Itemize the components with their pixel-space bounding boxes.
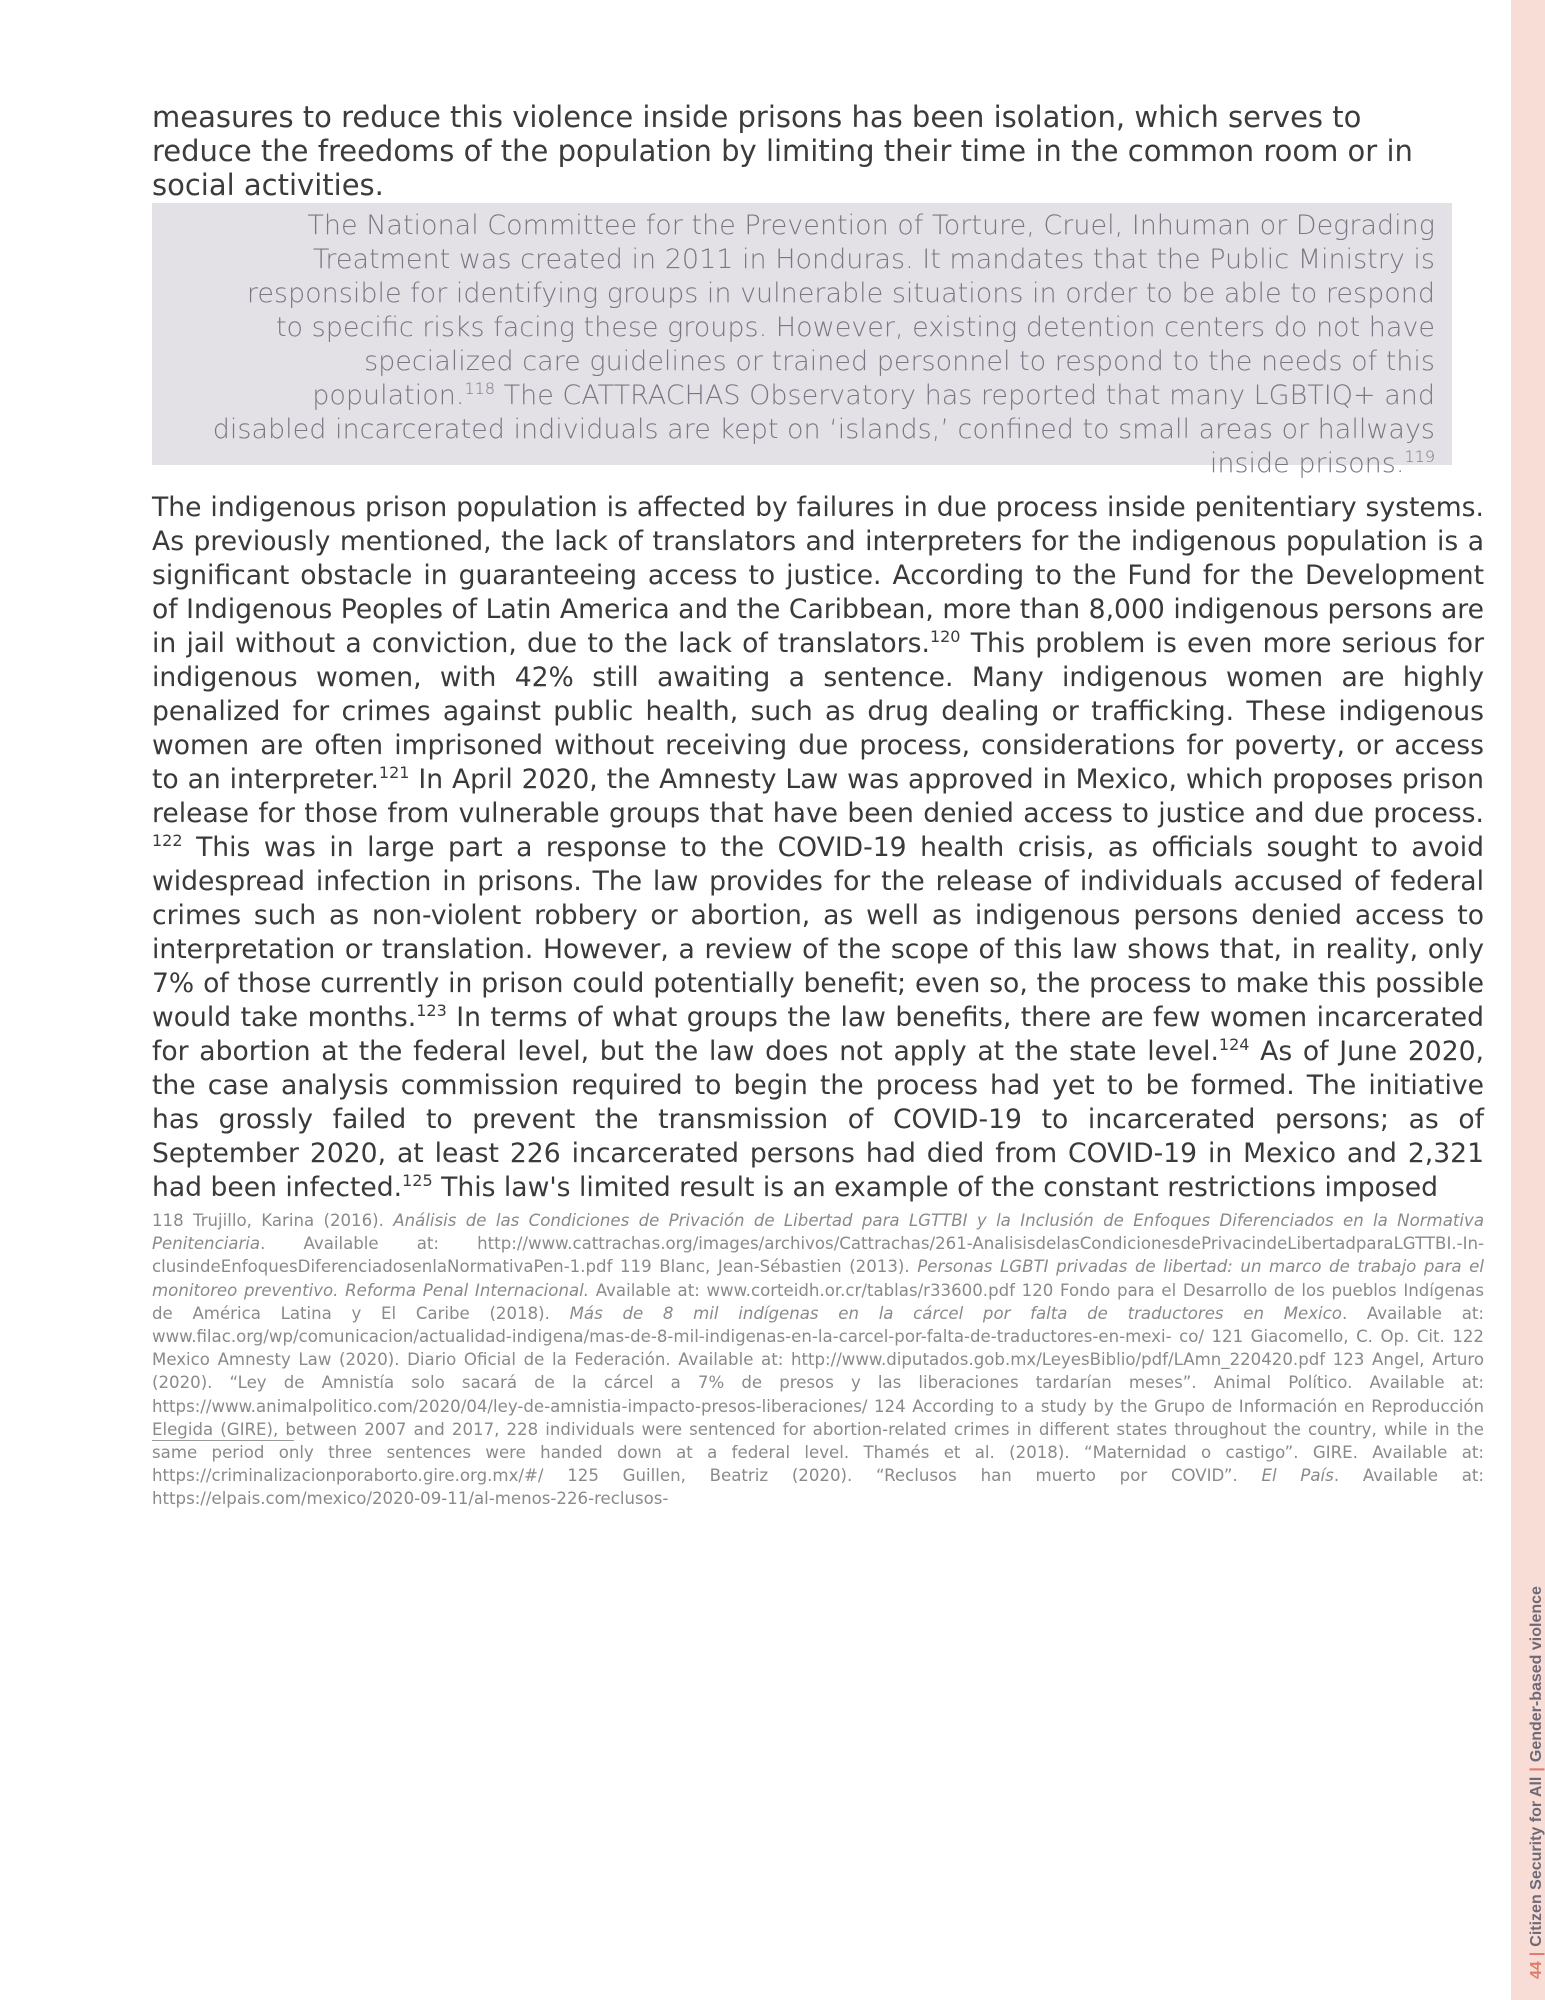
footnote-title: Más de 8 mil indígenas en la cárcel por falta de traductores en Mexico [569,1303,1342,1323]
body-sentence: The indigenous prison population is affected by failures in due process inside penitentiary systems. As previously mentioned, the lack of translators and interpreters for the indigenous population is a significant obstacle in guaranteeing access to justice. According to the Fund for the Development of Indigenous Peoples of Latin America and the Caribbean, more than 8,000 indigenous persons are in jail without a conviction, due to the lack of translators. [152,492,1484,659]
footnotes [152,1209,1484,1511]
callout-text-part1: The National Committee for the Prevention of Torture, Cruel, Inhuman or Degrading Treatment was created in 2011 in Honduras. It mandates that the Public Ministry is responsible for identifying groups in vulnerable situations in order to be able to respond to specific risks facing these groups. However, existing detention centers do not have specialized care guidelines or trained personnel to respond to the needs of this population. [246,210,1435,411]
intro-paragraph: measures to reduce this violence inside prisons has been isolation, which serves to reduce the freedoms of the population by limiting their time in the common room or in social activities. [152,100,1413,202]
footer-separator: | [1528,1767,1545,1772]
footnote-text: . Available at: http://www.cattrachas.org/images/archivos/Cattrachas/261-AnalisisdelasCondicionesdePrivacindeLibertadparaLGTTBI.-In-clusindeEnfoquesDiferenciadosenlaNormativaPen-1.pdf 119 Blanc, Jean-Sébastien (2013). [152,1234,1484,1277]
footnote-text: 118 Trujillo, Karina (2016). [152,1211,394,1230]
body-sentence: This law's limited result is an example of the constant restrictions imposed [432,1172,1439,1203]
footer-separator: | [1528,1951,1545,1957]
footnote-ref-120[interactable]: 120 [929,627,961,647]
body-sentence: This problem is even more serious for indigenous women, with 42% still awaiting a sentence. Many indigenous women are highly penalized for crimes against public health, such as drug dealing or trafficking. These indigenous women are often imprisoned without receiving due process, considerations for poverty, or access to an interpreter. [152,628,1484,795]
footnote-text: . Available at: https://elpais.com/mexico/2020-09-11/al-menos-226-reclusos- [152,1466,1484,1509]
body-sentence: This was in large part a response to the COVID-19 health crisis, as officials sought to avoid widespread infection in prisons. The law provides for the release of individuals accused of federal crimes such as non-violent robbery or abortion, as well as indigenous persons denied access to interpretation or translation. However, a review of the scope of this law shows that, in reality, only 7% of those currently in prison could potentially benefit; even so, the process to make this possible would take months. [152,832,1484,1033]
body-sentence: As of June 2020, the case analysis commission required to begin the process had yet to be formed. The initiative has grossly failed to prevent the transmission of COVID-19 to incarcerated persons; as of September 2020, at least 226 incarcerated persons had died from COVID-19 in Mexico and 2,321 had been infected. [152,1036,1485,1203]
footnote-text: . Available at: www.filac.org/wp/comunicacion/actualidad-indigena/mas-de-8-mil-indigenas-en-la-carcel-por-falta-de-traductores-en-mexi- co/ 121 Giacomello, C. Op. Cit. 122 Mexico Amnesty Law (2020). Diario Oficial de la Federación. Available at: http://www.diputados.gob.mx/LeyesBiblio/pdf/LAmn_220420.pdf 123 Angel, Arturo (2020). “Ley de Amnistía solo sacará de la cárcel a 7% de presos y las liberaciones tardarían meses”. Animal Político. Available at: https://www.animalpolitico.com/2020/04/ley-de-amnistia-impacto-presos-liberaciones/ 124 According to a study by the Grupo de Información en Reproducción Elegida (GIRE), between 2007 and 2017, 228 individuals were sentenced for abortion-related crimes in different states throughout the country, while in the same period only three sentences were handed down at a federal level. Thamés et al. (2018). “Maternidad o castigo”. GIRE. Available at: https://criminalizacionporaborto.gire.org.mx/#/ 125 Guillen, Beatriz (2020). “Reclusos han muerto por COVID”. [152,1303,1484,1486]
footnote-ref-119[interactable]: 119 [1404,447,1435,466]
footnote-divider [152,1440,294,1441]
footnote-ref-124[interactable]: 124 [1218,1035,1250,1055]
footnote-text: Available at: www.corteidh.or.cr/tablas/r33600.pdf 120 Fondo para el Desarrollo de los pueblos Indígenas de América Latina y El Caribe (2018). [152,1280,1484,1323]
publication-title: Citizen Security for All [1528,1776,1545,1947]
callout-text-part2: The CATTRACHAS Observatory has reported that many LGBTIQ+ and disabled incarcerated individuals are kept on ‘islands,’ confined to small areas or hallways inside prisons. [212,380,1435,479]
running-footer [1528,1586,1545,1979]
body-sentence: In terms of what groups the law benefits, there are few women incarcerated for abortion at the federal level, but the law does not apply at the state level. [152,1002,1484,1067]
callout-box [152,203,1452,479]
section-title: Gender-based violence [1528,1586,1545,1763]
footnote-ref-121[interactable]: 121 [378,763,410,783]
footnote-ref-122[interactable]: 122 [152,831,183,851]
footnote-title: Personas LGBTI privadas de libertad: un marco de trabajo para el monitoreo preventivo. Reforma Penal Internacional. [152,1257,1484,1300]
footnote-ref-118[interactable]: 118 [464,379,495,398]
callout-text [212,209,1435,481]
body-sentence: In April 2020, the Amnesty Law was approved in Mexico, which proposes prison release for those from vulnerable groups that have been denied access to justice and due process. [152,764,1484,829]
footnote-ref-125[interactable]: 125 [402,1171,433,1191]
body-paragraph [152,491,1484,1205]
footnote-title: El País [1261,1466,1334,1486]
page-number: 44 [1528,1961,1545,1979]
footnote-title: Análisis de las Condiciones de Privación de Libertad para LGTTBI y la Inclusión de Enfoques Diferenciados en la Normativa Penitenciaria [152,1211,1484,1254]
footnote-ref-123[interactable]: 123 [416,1001,447,1021]
